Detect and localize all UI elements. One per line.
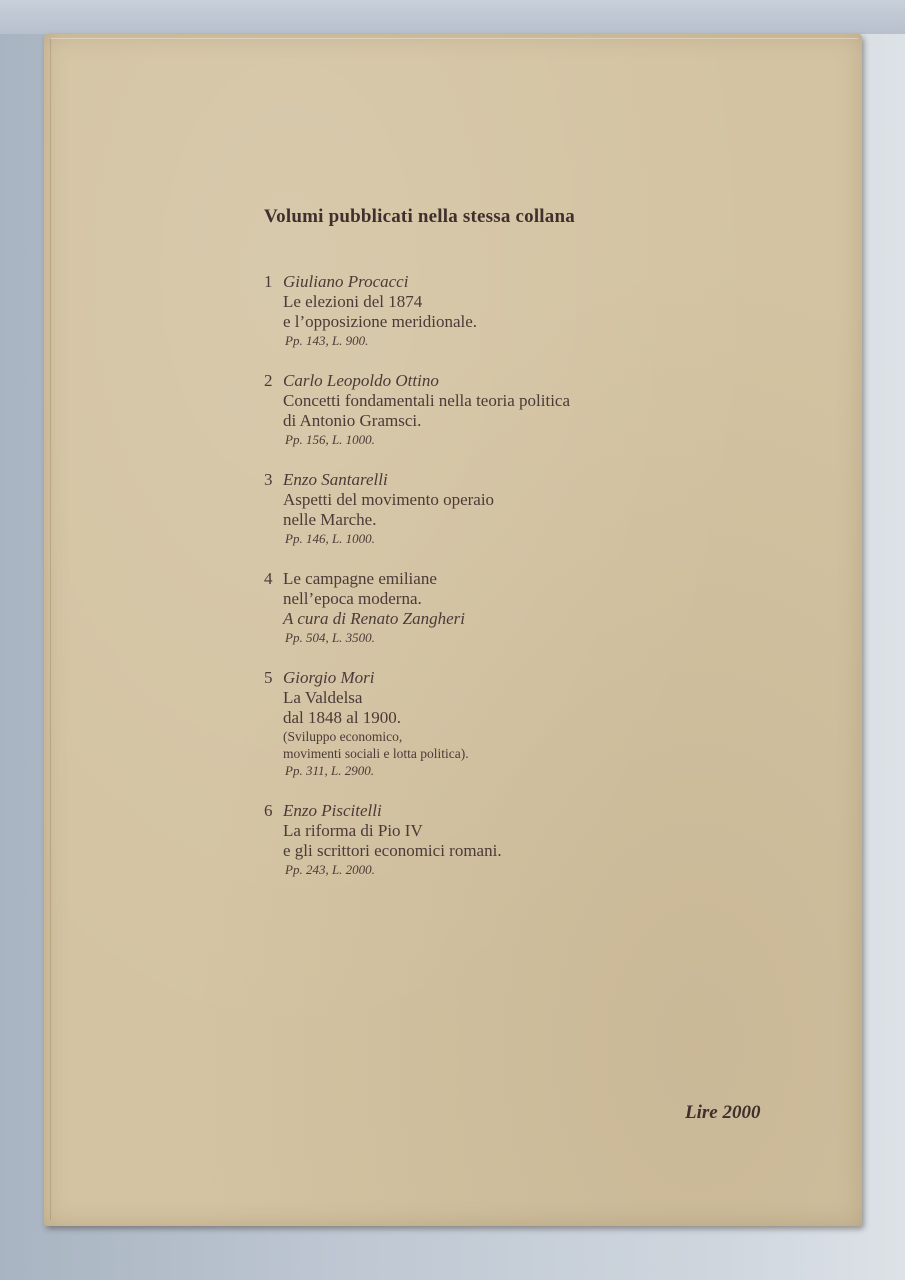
volume-title-line: Le elezioni del 1874 <box>283 292 423 311</box>
volume-number: 2 <box>264 371 273 390</box>
volume-author: Enzo Piscitelli <box>283 801 382 820</box>
volume-number: 4 <box>264 569 273 588</box>
volume-entry-3 <box>264 470 744 547</box>
volume-title-line: Concetti fondamentali nella teoria politica <box>283 391 571 410</box>
volume-entry-4 <box>264 569 744 646</box>
volume-title-line: e gli scrittori economici romani. <box>283 841 502 860</box>
volume-pages-price: Pp. 504, L. 3500. <box>285 630 375 645</box>
volume-author: Enzo Santarelli <box>283 470 388 489</box>
volume-pages-price: Pp. 143, L. 900. <box>285 333 369 348</box>
volume-title-line: nelle Marche. <box>283 510 377 529</box>
volume-entry-5 <box>264 668 744 779</box>
volume-pages-price: Pp. 156, L. 1000. <box>285 432 375 447</box>
series-list <box>264 206 744 900</box>
cover-price: Lire 2000 <box>685 1102 761 1123</box>
volume-number: 1 <box>264 272 273 291</box>
volume-title-line: dal 1848 al 1900. <box>283 708 402 727</box>
volume-title-line: La Valdelsa <box>283 688 363 707</box>
volume-title-line: Aspetti del movimento operaio <box>283 490 495 509</box>
volume-editor: A cura di Renato Zangheri <box>283 609 465 628</box>
volume-number: 3 <box>264 470 273 489</box>
volume-title-line: Le campagne emiliane <box>283 569 437 588</box>
volume-pages-price: Pp. 311, L. 2900. <box>285 763 374 778</box>
volume-title-line: di Antonio Gramsci. <box>283 411 422 430</box>
volume-title-line: e l’opposizione meridionale. <box>283 312 478 331</box>
volume-author: Giorgio Mori <box>283 668 375 687</box>
volume-entry-1 <box>264 272 744 349</box>
volume-subtitle-line: movimenti sociali e lotta politica). <box>283 746 469 761</box>
volume-pages-price: Pp. 243, L. 2000. <box>285 862 375 877</box>
volume-subtitle-line: (Sviluppo economico, <box>283 729 403 744</box>
volume-author: Carlo Leopoldo Ottino <box>283 371 439 390</box>
scanner-background <box>0 0 905 34</box>
series-heading: Volumi pubblicati nella stessa collana <box>264 206 575 227</box>
volume-title-line: La riforma di Pio IV <box>283 821 423 840</box>
volume-title-line: nell’epoca moderna. <box>283 589 422 608</box>
volume-entry-2 <box>264 371 744 448</box>
volume-entry-6 <box>264 801 744 878</box>
volume-number: 5 <box>264 668 273 687</box>
volume-number: 6 <box>264 801 273 820</box>
book-back-cover <box>44 34 862 1226</box>
volume-author: Giuliano Procacci <box>283 272 409 291</box>
volume-pages-price: Pp. 146, L. 1000. <box>285 531 375 546</box>
